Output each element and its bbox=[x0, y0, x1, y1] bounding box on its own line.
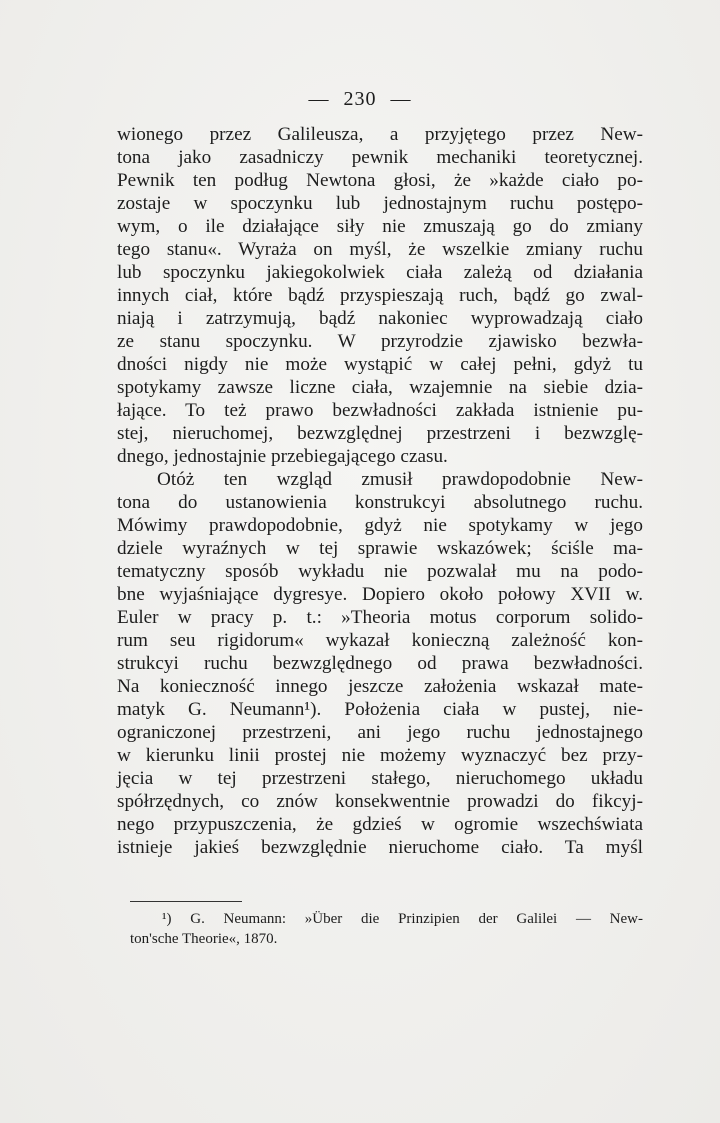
text-line: dziele wyraźnych w tej sprawie wskazówek; ściśle ma- bbox=[117, 538, 643, 559]
text-line: tematyczny sposób wykładu nie pozwalał mu na podo- bbox=[117, 561, 643, 582]
text-line: Na konieczność innego jeszcze założenia wskazał mate- bbox=[117, 676, 643, 697]
text-line: spotykamy zawsze liczne ciała, wzajemnie na siebie dzia- bbox=[117, 377, 643, 398]
text-line: nego przypuszczenia, że gdzieś w ogromie wszechświata bbox=[117, 814, 643, 835]
text-line: bne wyjaśniające dygresye. Dopiero około połowy XVII w. bbox=[117, 584, 643, 605]
header-dash-right: — bbox=[390, 88, 412, 110]
text-line: ograniczonej przestrzeni, ani jego ruchu jednostajnego bbox=[117, 722, 643, 743]
text-line: istnieje jakieś bezwzględnie nieruchome ciało. Ta myśl bbox=[117, 837, 643, 858]
body-text bbox=[117, 123, 643, 859]
text-line: Mówimy prawdopodobnie, gdyż nie spotykamy w jego bbox=[117, 515, 643, 536]
footnote-line: ton'sche Theorie«, 1870. bbox=[130, 931, 278, 947]
text-line: dności nigdy nie może wystąpić w całej pełni, gdyż tu bbox=[117, 354, 643, 375]
text-line: tego stanu«. Wyraża on myśl, że wszelkie zmiany ruchu bbox=[117, 239, 643, 260]
text-line: Otóż ten wzgląd zmusił prawdopodobnie New- bbox=[157, 469, 643, 490]
text-line: tona jako zasadniczy pewnik mechaniki teoretycznej. bbox=[117, 147, 643, 168]
text-line: tona do ustanowienia konstrukcyi absolutnego ruchu. bbox=[117, 492, 643, 513]
footnote bbox=[130, 909, 643, 949]
text-line: w kierunku linii prostej nie możemy wyznaczyć bez przy- bbox=[117, 745, 643, 766]
text-line: strukcyi ruchu bezwzględnego od prawa bezwładności. bbox=[117, 653, 643, 674]
text-line: spółrzędnych, co znów konsekwentnie prowadzi do fikcyj- bbox=[117, 791, 643, 812]
text-line: ze stanu spoczynku. W przyrodzie zjawisko bezwła- bbox=[117, 331, 643, 352]
text-line: innych ciał, które bądź przyspieszają ruch, bądź go zwal- bbox=[117, 285, 643, 306]
text-line: lub spoczynku jakiegokolwiek ciała zależą od działania bbox=[117, 262, 643, 283]
header-dash-left: — bbox=[308, 88, 330, 110]
text-line: wionego przez Galileusza, a przyjętego przez New- bbox=[117, 124, 643, 145]
text-line: wym, o ile działające siły nie zmuszają go do zmiany bbox=[117, 216, 643, 237]
text-line: dnego, jednostajnie przebiegającego czasu. bbox=[117, 446, 448, 467]
page-number: 230 bbox=[343, 88, 377, 110]
text-line: łające. To też prawo bezwładności zakłada istnienie pu- bbox=[117, 400, 643, 421]
text-line: Pewnik ten podług Newtona głosi, że »każde ciało po- bbox=[117, 170, 643, 191]
footnote-line: ¹) G. Neumann: »Über die Prinzipien der Galilei — New- bbox=[162, 911, 643, 927]
text-line: matyk G. Neumann¹). Położenia ciała w pustej, nie- bbox=[117, 699, 643, 720]
text-line: zostaje w spoczynku lub jednostajnym ruchu postępo- bbox=[117, 193, 643, 214]
text-line: Euler w pracy p. t.: »Theoria motus corporum solido- bbox=[117, 607, 643, 628]
text-line: rum seu rigidorum« wykazał konieczną zależność kon- bbox=[117, 630, 643, 651]
text-line: niają i zatrzymują, bądź nakoniec wyprowadzają ciało bbox=[117, 308, 643, 329]
footnote-divider bbox=[130, 901, 242, 902]
text-line: stej, nieruchomej, bezwzględnej przestrzeni i bezwzglę- bbox=[117, 423, 643, 444]
page-header bbox=[0, 88, 720, 111]
text-line: jęcia w tej przestrzeni stałego, nieruchomego układu bbox=[117, 768, 643, 789]
